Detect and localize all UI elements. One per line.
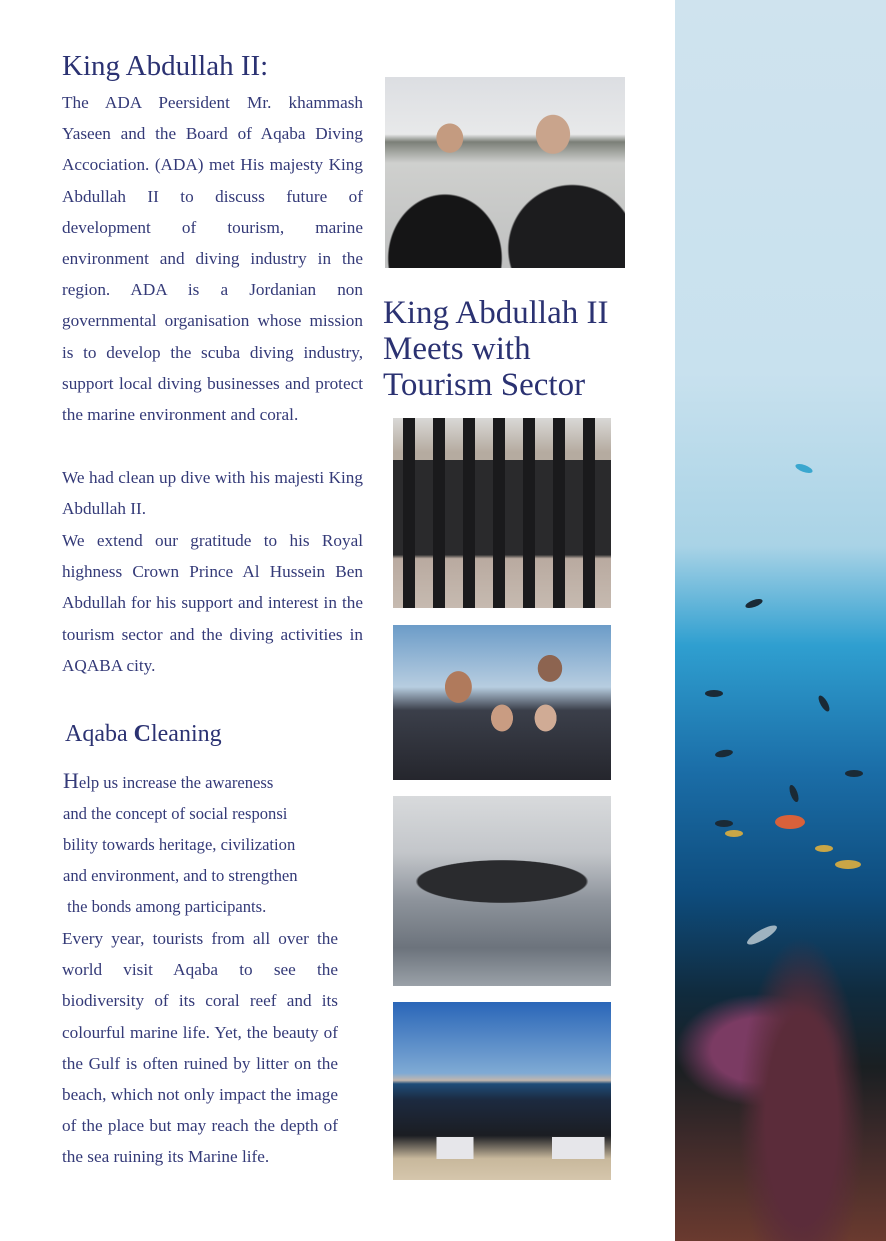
side-title-line: King Abdullah II [383,295,609,331]
awareness-line: bility towards heritage, civilization [63,835,296,854]
awareness-line: and the concept of social responsi [63,804,288,823]
drop-cap: H [63,768,79,793]
awareness-line: elp us increase the awareness [78,773,274,792]
divers-group-photo [393,418,611,608]
fish-shape [715,820,733,827]
fish-shape [815,845,833,852]
intro-paragraph: The ADA Peersident Mr. khammash Yaseen and the Board of Aqaba Diving Accociation. (ADA) met His majesty King Abdullah II to discuss future of development of tourism, marine environment and diving industry in the region. ADA is a Jordanian non governmental organisation whose mission is to develop the scuba diving industry, support local diving businesses and protect the marine environment and coral. [62,93,363,425]
divers-in-sea-photo [393,796,611,986]
fish-shape [845,770,863,777]
selfie-photo [393,625,611,780]
awareness-line: the bonds among participants. [67,897,267,916]
gratitude-paragraph: We extend our gratitude to his Royal highness Crown Prince Al Hussein Ben Abdullah for his support and interest in the tourism sector and the diving activities in AQABA city. [62,531,363,675]
fish-shape [725,830,743,837]
beach-cleanup-group-photo [393,1002,611,1180]
fish-shape [775,815,805,829]
fish-shape [715,748,734,758]
fish-shape [705,690,723,697]
awareness-paragraph [63,765,345,922]
fish-shape [745,922,779,948]
underwater-reef-fish-image [675,0,886,1241]
fish-shape [788,784,801,803]
fish-shape [816,694,831,713]
section-title-cap: C [133,721,151,747]
fish-shape [794,462,813,475]
side-title-line: Tourism Sector [383,367,586,403]
king-handshake-photo [385,77,625,268]
fish-shape [835,860,861,869]
fish-shape [744,597,763,610]
side-title [383,295,633,403]
tourism-litter-paragraph: Every year, tourists from all over the world visit Aqaba to see the biodiversity of its coral reef and its colourful marine life. Yet, the beauty of the Gulf is often ruined by litter on the beach, which not only impact the image of the place but may reach the depth of the sea ruining its Marine life. [62,929,338,1167]
section-title-part2: leaning [150,721,222,747]
awareness-line: and environment, and to strengthen [63,866,298,885]
side-title-line: Meets with [383,331,531,367]
section-title-aqaba-cleaning [65,718,222,750]
article-title: King Abdullah II: [62,50,269,82]
section-title-part1: Aqaba [65,721,134,747]
clean-up-dive-paragraph: We had clean up dive with his majesti King Abdullah II. [62,468,363,519]
